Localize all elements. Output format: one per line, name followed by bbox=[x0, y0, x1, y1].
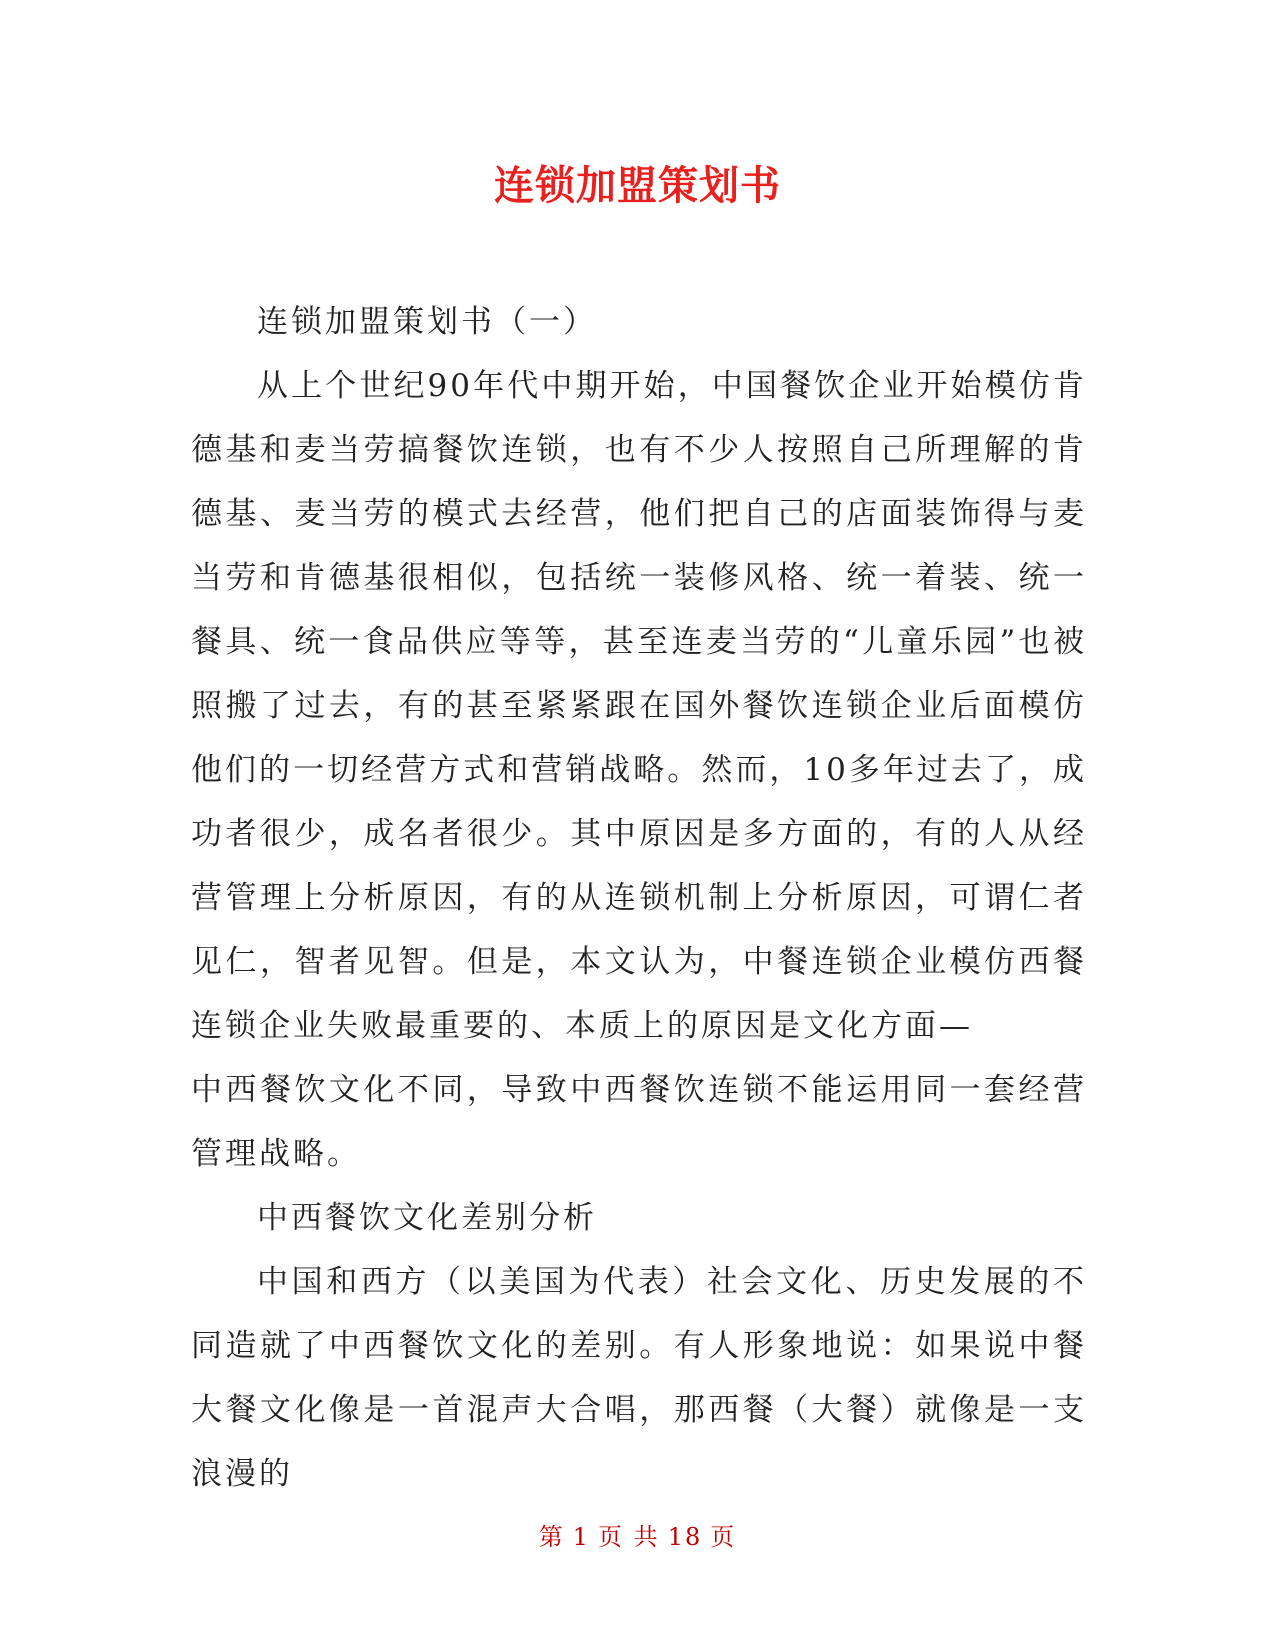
subsection-heading: 中西餐饮文化差别分析 bbox=[257, 1200, 597, 1236]
section-heading: 连锁加盟策划书（一） bbox=[257, 304, 597, 340]
footer-middle: 页 共 bbox=[598, 1523, 660, 1551]
body-paragraph: 从上个世纪90年代中期开始，中国餐饮企业开始模仿肯德基和麦当劳搞餐饮连锁，也有不少人按照自己所理解的肯德基、麦当劳的模式去经营，他们把自己的店面装饰得与麦当劳和肯德基很相似，包括统一装修风格、统一着装、统一餐具、统一食品供应等等，甚至连麦当劳的“儿童乐园”也被照搬了过去，有的甚至紧紧跟在国外餐饮连锁企业后面模仿他们的一切经营方式和营销战略。然而，10多年过去了，成功者很少，成名者很少。其中原因是多方面的，有的人从经营管理上分析原因，有的从连锁机制上分析原因，可谓仁者见仁，智者见智。但是，本文认为，中餐连锁企业模仿西餐连锁企业失败最重要的、本质上的原因是文化方面— bbox=[191, 368, 1087, 1044]
document-body bbox=[191, 290, 1087, 1506]
total-page-count: 18 bbox=[667, 1523, 703, 1551]
body-paragraph: 中国和西方（以美国为代表）社会文化、历史发展的不同造就了中西餐饮文化的差别。有人形象地说：如果说中餐大餐文化像是一首混声大合唱，那西餐（大餐）就像是一支浪漫的 bbox=[191, 1264, 1087, 1492]
footer-suffix: 页 bbox=[710, 1523, 737, 1551]
document-title: 连锁加盟策划书 bbox=[494, 163, 781, 209]
page-footer bbox=[0, 1522, 1275, 1552]
footer-prefix: 第 bbox=[538, 1523, 565, 1551]
body-paragraph-continued: 中西餐饮文化不同，导致中西餐饮连锁不能运用同一套经营管理战略。 bbox=[191, 1072, 1087, 1172]
current-page-number: 1 bbox=[572, 1523, 591, 1551]
